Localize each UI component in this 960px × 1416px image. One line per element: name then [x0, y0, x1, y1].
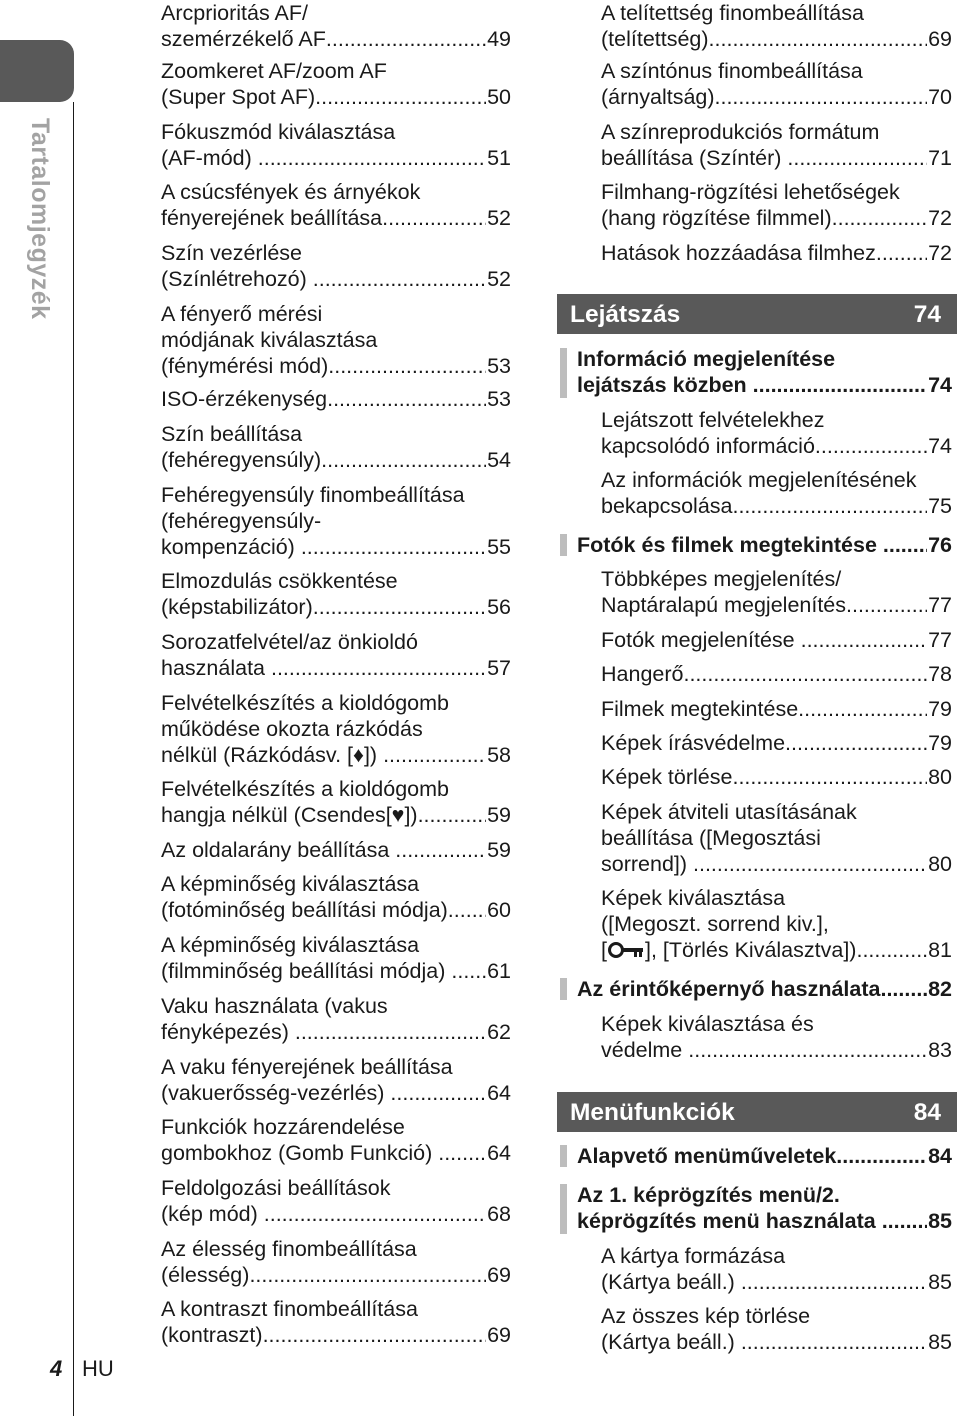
entry-last-line: [161, 1262, 511, 1288]
entry-last-line: [601, 661, 952, 687]
entry-text-line: szemérzékelő AF: [161, 27, 326, 51]
entry-text-line: képrögzítés menü használata: [577, 1209, 882, 1233]
entry-text-line: Információ megjelenítése: [577, 347, 836, 371]
entry-last-line: [161, 1322, 511, 1348]
page-language: HU: [82, 1356, 114, 1381]
toc-entry[interactable]: [161, 568, 511, 620]
entry-last-line: [601, 26, 952, 52]
entry-text-line: Képek törlése: [601, 765, 733, 789]
group-marker-bar: [560, 348, 567, 398]
sidebar-divider: [73, 102, 74, 1416]
toc-entry[interactable]: [161, 871, 511, 923]
entry-text-line: (kép mód): [161, 1202, 264, 1226]
entry-text-line: nélkül (Rázkódásv. [♦]): [161, 743, 384, 767]
entry-text-line: A csúcsfények és árnyékok: [161, 180, 421, 204]
entry-last-line: [601, 240, 952, 266]
toc-entry[interactable]: [161, 993, 511, 1045]
dot-leader: [785, 730, 927, 756]
toc-entry[interactable]: [161, 421, 511, 473]
entry-last-line: [161, 353, 511, 379]
entry-text-line: A képminőség kiválasztása: [161, 872, 420, 896]
entry-text-line: gombokhoz (Gomb Funkció): [161, 1141, 439, 1165]
entry-page-number: 84: [928, 1144, 952, 1168]
entry-text-line: lejátszás közben: [577, 373, 753, 397]
group-marker-bar: [560, 534, 567, 556]
entry-page-number: 59: [487, 803, 511, 827]
entry-last-line: [161, 897, 511, 923]
entry-text-line: (AF-mód): [161, 146, 258, 170]
entry-text-line: Naptáralapú megjelenítés: [601, 593, 847, 617]
toc-entry[interactable]: [601, 799, 952, 877]
entry-page-number: 72: [928, 206, 952, 230]
toc-entry[interactable]: [601, 407, 952, 459]
entry-text-line: Filmek megtekintése: [601, 697, 799, 721]
dot-leader: [787, 145, 927, 171]
dot-leader: [313, 594, 486, 620]
entry-page-number: 53: [487, 387, 511, 411]
entry-page-number: 75: [928, 494, 952, 518]
entry-text-line: Képek kiválasztása: [601, 886, 786, 910]
entry-text-line: Hatások hozzáadása filmhez: [601, 241, 876, 265]
entry-text-line: Az összes kép törlése: [601, 1304, 811, 1328]
toc-entry[interactable]: [601, 179, 952, 231]
dot-leader: [438, 1140, 486, 1166]
entry-page-number: 85: [928, 1270, 952, 1294]
entry-text-line: módjának kiválasztása: [161, 328, 378, 352]
entry-text-line: sorrend]): [601, 852, 694, 876]
entry-last-line: [601, 1037, 952, 1063]
entry-text-line: fényerejének beállítása: [161, 206, 383, 230]
entry-text-line: használata: [161, 656, 271, 680]
entry-text-line: Zoomkeret AF/zoom AF: [161, 59, 387, 83]
entry-page-number: 60: [487, 898, 511, 922]
dot-leader: [801, 627, 927, 653]
toc-entry[interactable]: [601, 1011, 952, 1063]
dot-leader: [454, 897, 486, 923]
entry-text-line: A kártya formázása: [601, 1244, 786, 1268]
entry-text-line: Felvételkészítés a kioldógomb: [161, 691, 450, 715]
entry-text-line: Többképes megjelenítés/: [601, 567, 842, 591]
sidebar-title: Tartalomjegyzék: [26, 118, 54, 320]
toc-entry[interactable]: [161, 1175, 511, 1227]
entry-page-number: 72: [928, 241, 952, 265]
dot-leader: [271, 655, 486, 681]
entry-text-line: kompenzáció): [161, 535, 301, 559]
entry-page-number: 58: [487, 743, 511, 767]
entry-last-line: [601, 627, 952, 653]
entry-text-line: Lejátszott felvételekhez: [601, 408, 825, 432]
entry-page-number: 77: [928, 593, 952, 617]
section-header-menufunkciok[interactable]: [557, 1092, 957, 1132]
dot-leader: [832, 205, 927, 231]
entry-last-line: [601, 84, 952, 110]
dot-leader: [258, 145, 486, 171]
dot-leader: [732, 764, 927, 790]
dot-leader: [732, 493, 927, 519]
dot-leader: [249, 1262, 486, 1288]
entry-text-line: (fehéregyensúly-: [161, 509, 322, 533]
entry-text-line: (Super Spot AF): [161, 85, 316, 109]
dot-leader: [321, 447, 486, 473]
entry-page-number: 74: [928, 373, 952, 397]
toc-entry[interactable]: [161, 690, 511, 768]
entry-text-line: (hang rögzítése filmmel): [601, 206, 832, 230]
entry-page-number: 52: [487, 267, 511, 291]
entry-text-line: ], [Törlés Kiválasztva]): [644, 938, 857, 962]
entry-text-line: kapcsolódó információ: [601, 434, 815, 458]
toc-entry[interactable]: [161, 629, 511, 681]
entry-page-number: 80: [928, 765, 952, 789]
dot-leader: [741, 1269, 927, 1295]
entry-text-line: A színreprodukciós formátum: [601, 120, 880, 144]
entry-last-line: [161, 266, 511, 292]
entry-last-line: [161, 84, 511, 110]
dot-leader: [880, 976, 927, 1002]
entry-text-line: (Kártya beáll.): [601, 1330, 741, 1354]
entry-text-line: Sorozatfelvétel/az önkioldó: [161, 630, 418, 654]
dot-leader: [383, 742, 486, 768]
entry-text-line: A telítettség finombeállítása: [601, 1, 864, 25]
entry-last-line: [601, 145, 952, 171]
entry-last-line: [601, 730, 952, 756]
entry-page-number: 59: [487, 838, 511, 862]
entry-page-number: 82: [928, 977, 952, 1001]
toc-entry[interactable]: [161, 932, 511, 984]
entry-last-line: [161, 386, 511, 412]
entry-last-line: [601, 764, 952, 790]
toc-entry[interactable]: [161, 301, 511, 379]
entry-text-line: Fotók és filmek megtekintése: [577, 533, 883, 557]
entry-text-line: A képminőség kiválasztása: [161, 933, 420, 957]
dot-leader: [382, 205, 486, 231]
section-page-number: 84: [913, 1099, 941, 1126]
entry-text-line: (Kártya beáll.): [601, 1270, 741, 1294]
dot-leader: [693, 851, 927, 877]
toc-group-heading[interactable]: [577, 346, 952, 398]
toc-entry[interactable]: [161, 386, 511, 412]
group-marker-bar: [560, 978, 567, 1000]
entry-text-line: (kontraszt): [161, 1323, 263, 1347]
entry-text-line: (Színlétrehozó): [161, 267, 313, 291]
group-marker-bar: [560, 1184, 567, 1234]
entry-page-number: 64: [487, 1141, 511, 1165]
entry-page-number: 52: [487, 206, 511, 230]
section-title: Lejátszás: [570, 301, 681, 328]
entry-last-line: [161, 742, 511, 768]
toc-group-heading[interactable]: [577, 1143, 952, 1169]
entry-text-line: A fényerő mérési: [161, 302, 323, 326]
entry-last-line: [601, 493, 952, 519]
entry-text-line: Filmhang-rögzítési lehetőségek: [601, 180, 900, 204]
dot-leader: [326, 26, 486, 52]
dot-leader: [457, 958, 486, 984]
entry-text-line: (filmminőség beállítási módja) .: [161, 959, 458, 983]
entry-text-line: ([Megoszt. sorrend kiv.],: [601, 912, 829, 936]
entry-text-line: Arcprioritás AF/: [161, 1, 308, 25]
entry-last-line: [161, 26, 511, 52]
entry-page-number: 76: [928, 533, 952, 557]
group-marker-bar: [560, 1145, 567, 1167]
toc-entry[interactable]: [601, 240, 952, 266]
entry-page-number: 62: [487, 1020, 511, 1044]
entry-text-line: A színtónus finombeállítása: [601, 59, 863, 83]
entry-text-line: hangja nélkül (Csendes[♥]): [161, 803, 418, 827]
dot-leader: [315, 84, 486, 110]
entry-text-line: (vakuerősség-vezérlés): [161, 1081, 391, 1105]
entry-text-line: Vaku használata (vakus: [161, 994, 388, 1018]
entry-text-line: Fotók megjelenítése: [601, 628, 801, 652]
dot-leader: [876, 240, 927, 266]
entry-page-number: 71: [928, 146, 952, 170]
entry-page-number: 79: [928, 731, 952, 755]
dot-leader: [264, 1201, 486, 1227]
dot-leader: [882, 1208, 927, 1234]
entry-last-line: [161, 1080, 511, 1106]
dot-leader: [798, 696, 927, 722]
toc-group-heading[interactable]: [577, 532, 952, 558]
dot-leader: [815, 433, 927, 459]
entry-text-line: Az érintőképernyő használata: [577, 977, 881, 1001]
entry-text-line: Az élesség finombeállítása: [161, 1237, 417, 1261]
toc-entry[interactable]: [601, 696, 952, 722]
entry-page-number: 83: [928, 1038, 952, 1062]
entry-last-line: [161, 534, 511, 560]
entry-text-line: Feldolgozási beállítások: [161, 1176, 391, 1200]
entry-page-number: 85: [928, 1330, 952, 1354]
entry-text-line: fényképezés): [161, 1020, 295, 1044]
entry-text-line: működése okozta rázkódás: [161, 717, 423, 741]
entry-page-number: 79: [928, 697, 952, 721]
entry-page-number: 64: [487, 1081, 511, 1105]
toc-entry[interactable]: [601, 119, 952, 171]
toc-entry[interactable]: [601, 627, 952, 653]
entry-last-line: [601, 1329, 952, 1355]
entry-last-line: [161, 205, 511, 231]
entry-last-line: [577, 532, 952, 558]
entry-text-line: Az oldalarány beállítása: [161, 838, 396, 862]
toc-entry[interactable]: [601, 764, 952, 790]
entry-page-number: 81: [928, 938, 952, 962]
entry-text-line: beállítása (Színtér): [601, 146, 788, 170]
toc-entry[interactable]: [161, 1296, 511, 1348]
entry-last-line: [601, 696, 952, 722]
entry-last-line: [601, 937, 952, 963]
entry-text-line: beállítása ([Megosztási: [601, 826, 821, 850]
entry-last-line: [161, 655, 511, 681]
entry-page-number: 55: [487, 535, 511, 559]
toc-entry[interactable]: [601, 885, 952, 963]
entry-text-line: Fókuszmód kiválasztása: [161, 120, 396, 144]
entry-text-line: Fehéregyensúly finombeállítása: [161, 483, 465, 507]
entry-last-line: [577, 976, 952, 1002]
dot-leader: [327, 386, 486, 412]
toc-entry[interactable]: [161, 482, 511, 560]
dot-leader: [390, 1080, 486, 1106]
entry-text-line: Képek írásvédelme: [601, 731, 786, 755]
toc-entry[interactable]: [161, 1114, 511, 1166]
dot-leader: [883, 532, 927, 558]
entry-page-number: 69: [487, 1323, 511, 1347]
entry-last-line: [161, 594, 511, 620]
entry-text-line: (élesség): [161, 1263, 250, 1287]
dot-leader: [836, 1143, 927, 1169]
chapter-tab: [0, 40, 74, 102]
dot-leader: [313, 266, 486, 292]
entry-page-number: 70: [928, 85, 952, 109]
entry-text-line: Képek kiválasztása és: [601, 1012, 814, 1036]
entry-page-number: 80: [928, 852, 952, 876]
section-page-number: 74: [913, 301, 941, 328]
entry-last-line: [577, 1143, 952, 1169]
entry-text-line: (képstabilizátor): [161, 595, 313, 619]
entry-page-number: 74: [928, 434, 952, 458]
dot-leader: [856, 937, 927, 963]
entry-page-number: 61: [487, 959, 511, 983]
toc-entry[interactable]: [601, 467, 952, 519]
entry-page-number: 51: [487, 146, 511, 170]
page-number: 4: [50, 1356, 63, 1381]
entry-page-number: 50: [487, 85, 511, 109]
toc-entry[interactable]: [161, 837, 511, 863]
dot-leader: [328, 353, 486, 379]
entry-page-number: 49: [487, 27, 511, 51]
entry-text-line: Szín vezérlése: [161, 241, 303, 265]
entry-last-line: [601, 433, 952, 459]
toc-group-heading[interactable]: [577, 976, 952, 1002]
dot-leader: [301, 534, 486, 560]
dot-leader: [846, 592, 927, 618]
toc-entry[interactable]: [601, 58, 952, 110]
entry-page-number: 69: [487, 1263, 511, 1287]
toc-entry[interactable]: [601, 0, 952, 52]
entry-text-line: (fotóminőség beállítási módja).: [161, 898, 454, 922]
dot-leader: [741, 1329, 927, 1355]
toc-entry[interactable]: [161, 0, 511, 52]
toc-entry[interactable]: [161, 58, 511, 110]
entry-text-line: (fénymérési mód): [161, 354, 329, 378]
entry-text-line: Elmozdulás csökkentése: [161, 569, 398, 593]
entry-text-line: Funkciók hozzárendelése: [161, 1115, 405, 1139]
entry-page-number: 53: [487, 354, 511, 378]
entry-page-number: 54: [487, 448, 511, 472]
entry-text-line: (árnyaltság): [601, 85, 715, 109]
entry-page-number: 57: [487, 656, 511, 680]
entry-text-line: Az információk megjelenítésének: [601, 468, 917, 492]
entry-text-line: Képek átviteli utasításának: [601, 800, 857, 824]
dot-leader: [753, 372, 927, 398]
entry-text-line: (telítettség): [601, 27, 709, 51]
entry-last-line: [161, 837, 511, 863]
entry-last-line: [601, 1269, 952, 1295]
dot-leader: [715, 84, 928, 110]
entry-text-line: bekapcsolása: [601, 494, 733, 518]
section-header-lejatszas[interactable]: [557, 294, 957, 334]
entry-last-line: [601, 851, 952, 877]
entry-text-line: (fehéregyensúly): [161, 448, 322, 472]
dot-leader: [263, 1322, 487, 1348]
entry-last-line: [161, 145, 511, 171]
dot-leader: [688, 1037, 927, 1063]
entry-text-line: Szín beállítása: [161, 422, 303, 446]
entry-text-line: Felvételkészítés a kioldógomb: [161, 777, 450, 801]
entry-text-line: ISO-érzékenység: [161, 387, 328, 411]
toc-entry[interactable]: [601, 1303, 952, 1355]
entry-last-line: [161, 1140, 511, 1166]
entry-page-number: 85: [928, 1209, 952, 1233]
entry-last-line: [161, 447, 511, 473]
dot-leader: [683, 661, 927, 687]
toc-group-heading[interactable]: [577, 1182, 952, 1234]
toc-entry[interactable]: [161, 776, 511, 828]
entry-text-line: védelme: [601, 1038, 689, 1062]
toc-entry[interactable]: [601, 1243, 952, 1295]
entry-last-line: [161, 802, 511, 828]
entry-last-line: [601, 205, 952, 231]
dot-leader: [295, 1019, 486, 1045]
entry-last-line: [577, 1208, 952, 1234]
dot-leader: [395, 837, 486, 863]
entry-text-line: Az 1. képrögzítés menü/2.: [577, 1183, 840, 1207]
entry-page-number: 68: [487, 1202, 511, 1226]
entry-last-line: [601, 592, 952, 618]
entry-page-number: 78: [928, 662, 952, 686]
toc-entry[interactable]: [161, 1236, 511, 1288]
entry-last-line: [577, 372, 952, 398]
entry-last-line: [161, 1019, 511, 1045]
entry-last-line: [161, 958, 511, 984]
key-icon: [607, 937, 645, 963]
toc-entry[interactable]: [161, 179, 511, 231]
entry-text-line: Alapvető menüműveletek: [577, 1144, 837, 1168]
toc-entry[interactable]: [601, 730, 952, 756]
toc-entry[interactable]: [161, 1054, 511, 1106]
entry-text-line: A kontraszt finombeállítása: [161, 1297, 418, 1321]
entry-text-line: Hangerő: [601, 662, 684, 686]
entry-last-line: [161, 1201, 511, 1227]
toc-entry[interactable]: [601, 566, 952, 618]
entry-text-line: A vaku fényerejének beállítása: [161, 1055, 453, 1079]
toc-entry[interactable]: [601, 661, 952, 687]
toc-entry[interactable]: [161, 119, 511, 171]
entry-page-number: 69: [928, 27, 952, 51]
entry-page-number: 56: [487, 595, 511, 619]
dot-leader: [709, 26, 928, 52]
entry-text-line: [: [601, 938, 607, 962]
entry-page-number: 77: [928, 628, 952, 652]
dot-leader: [418, 802, 487, 828]
toc-entry[interactable]: [161, 240, 511, 292]
section-title: Menüfunkciók: [570, 1099, 735, 1126]
